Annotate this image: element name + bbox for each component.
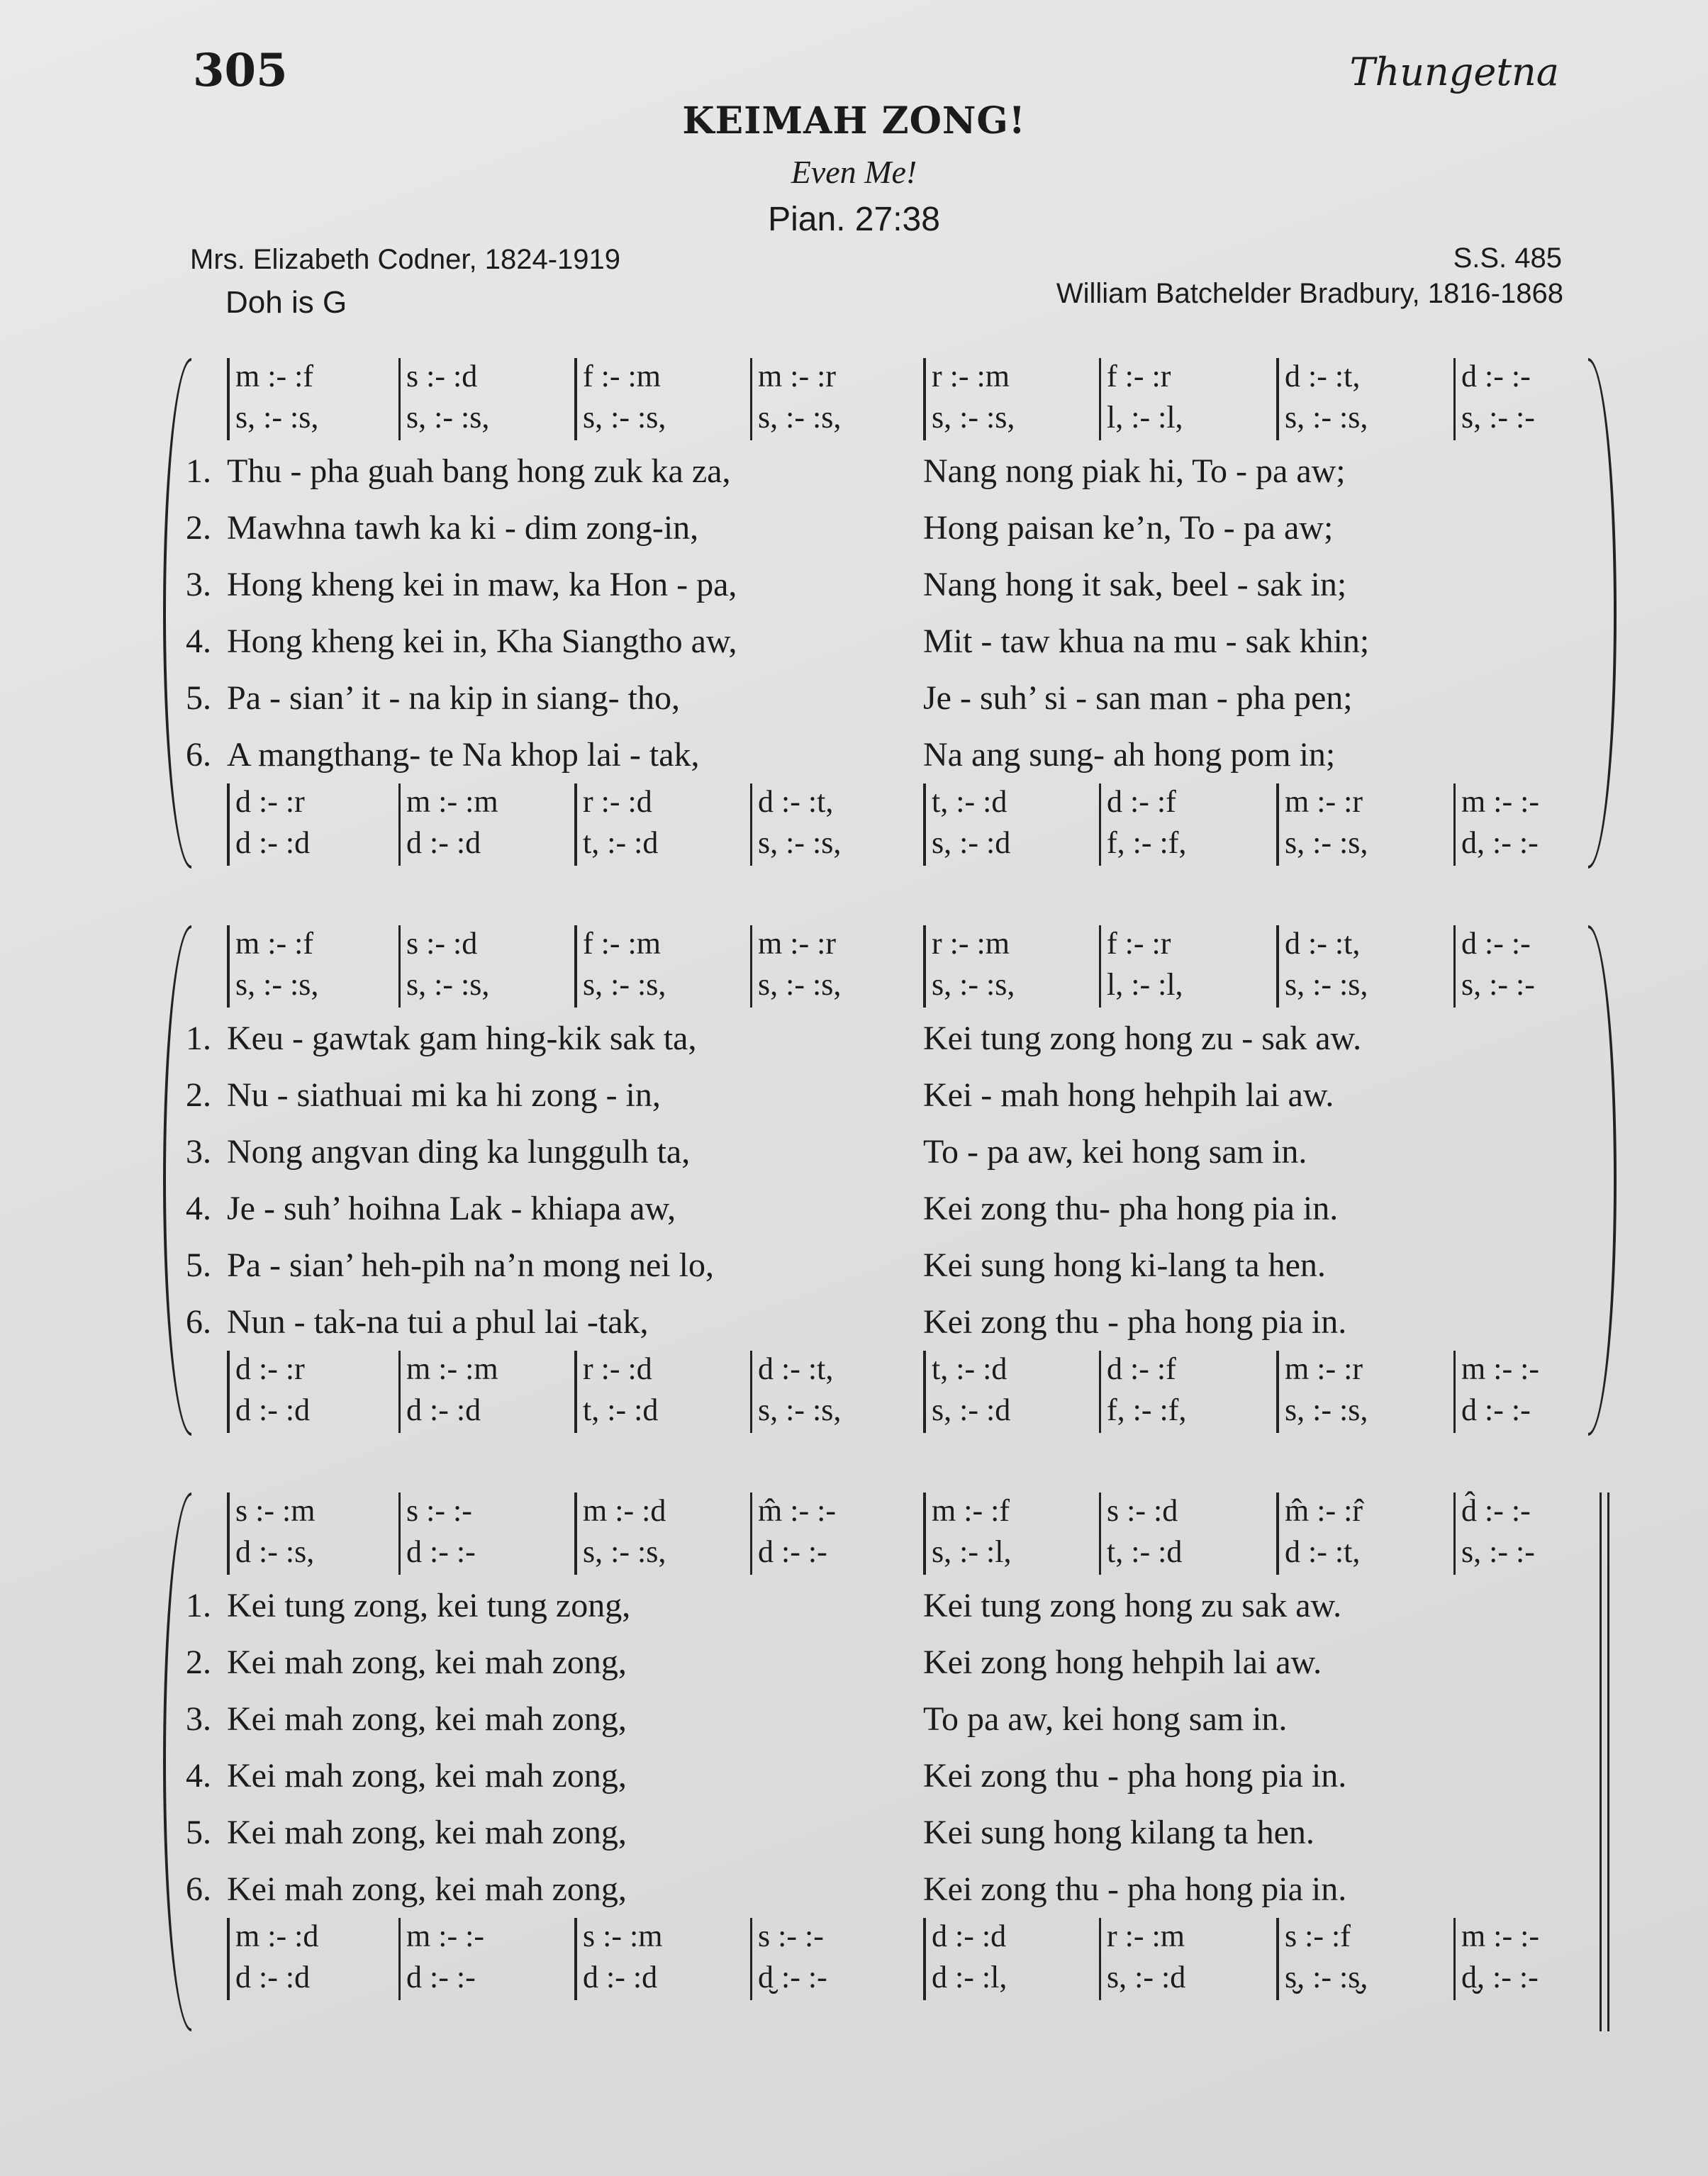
sol-fa-measure: d̮, :- :- <box>1453 1959 1539 2000</box>
verse-text-second-half: Nang nong piak hi, To - pa aw; <box>923 452 1346 490</box>
sol-fa-measure: m :- :r <box>1276 783 1363 825</box>
sol-fa-measure: r :- :m <box>923 358 1010 399</box>
verse-text-first-half: A mangthang- te Na khop lai - tak, <box>227 736 700 774</box>
sol-fa-measure: m :- :f <box>227 925 313 966</box>
sol-fa-measure: d :- :- <box>1453 925 1531 966</box>
sol-fa-measure: s :- :- <box>750 1918 824 1959</box>
sol-fa-measure: s, :- :l, <box>923 1534 1011 1575</box>
lyricist: Mrs. Elizabeth Codner, 1824-1919 <box>190 244 621 275</box>
sol-fa-measure: d :- :- <box>1453 1392 1531 1433</box>
sol-fa-measure: m :- :- <box>1453 783 1539 825</box>
sol-fa-measure: f, :- :f, <box>1099 1392 1186 1433</box>
music-system <box>156 358 1617 869</box>
sol-fa-measure: m :- :m <box>398 1351 498 1392</box>
sol-fa-measure: d̮ :- :- <box>750 1959 827 2000</box>
sol-fa-measure: f :- :m <box>574 358 661 399</box>
sol-fa-measure: d :- :t, <box>1276 358 1360 399</box>
sol-fa-measure: s :- :d <box>1099 1492 1178 1534</box>
sol-fa-measure: m :- :f <box>227 358 313 399</box>
sol-fa-lower-row <box>227 825 1617 866</box>
section-name: Thungetna <box>1349 50 1559 94</box>
sol-fa-measure: s :- :- <box>398 1492 472 1534</box>
sol-fa-measure: d :- :- <box>398 1534 476 1575</box>
sol-fa-measure: r :- :d <box>574 1351 652 1392</box>
sol-fa-measure: s, :- :s, <box>750 1392 841 1433</box>
sol-fa-measure: d :- :d <box>227 825 310 866</box>
sol-fa-upper-row <box>227 1351 1617 1392</box>
sol-fa-measure: s, :- :d <box>923 825 1010 866</box>
sol-fa-lower-row <box>227 399 1617 440</box>
verse-line <box>186 727 1617 783</box>
sol-fa-measure: r :- :d <box>574 783 652 825</box>
sol-fa-measure: d :- :- <box>1453 358 1531 399</box>
verse-text-first-half: Nu - siathuai mi ka hi zong - in, <box>227 1076 661 1114</box>
sol-fa-measure: l, :- :l, <box>1099 966 1183 1008</box>
sol-fa-measure: s, :- :- <box>1453 1534 1535 1575</box>
sol-fa-measure: f :- :r <box>1099 358 1171 399</box>
sol-fa-measure: m :- :m <box>398 783 498 825</box>
verse-text-first-half: Hong kheng kei in, Kha Siangtho aw, <box>227 623 737 660</box>
verse-number: 4. <box>186 1190 211 1227</box>
verse-line <box>186 1691 1617 1748</box>
sol-fa-measure: d :- :- <box>750 1534 827 1575</box>
verse-text-second-half: Kei sung hong kilang ta hen. <box>923 1814 1315 1851</box>
sol-fa-measure: r :- :m <box>1099 1918 1185 1959</box>
verse-block <box>186 443 1617 783</box>
verse-text-first-half: Nun - tak-na tui a phul lai -tak, <box>227 1303 649 1341</box>
verse-line <box>186 1861 1617 1918</box>
sol-fa-measure: f, :- :f, <box>1099 825 1186 866</box>
sol-fa-measure: s :- :m <box>227 1492 315 1534</box>
verse-text-first-half: Kei tung zong, kei tung zong, <box>227 1587 631 1624</box>
verse-number: 3. <box>186 566 211 603</box>
verse-text-first-half: Thu - pha guah bang hong zuk ka za, <box>227 452 731 490</box>
sol-fa-measure: s, :- :s, <box>1276 399 1368 440</box>
verse-line <box>186 1010 1617 1067</box>
sol-fa-measure: t, :- :d <box>923 783 1007 825</box>
music-system <box>156 1492 1617 2031</box>
sol-fa-measure: d :- :t, <box>1276 1534 1360 1575</box>
verse-line <box>186 1578 1617 1634</box>
sol-fa-lower-row <box>227 1959 1617 2000</box>
sol-fa-lower-row <box>227 1534 1617 1575</box>
sol-fa-measure: m̂ :- :r̂ <box>1276 1492 1363 1534</box>
verse-text-second-half: Hong paisan ke’n, To - pa aw; <box>923 509 1334 547</box>
verse-text-first-half: Keu - gawtak gam hing-kik sak ta, <box>227 1020 697 1057</box>
verse-line <box>186 1748 1617 1804</box>
sol-fa-measure: s, :- :s, <box>398 399 489 440</box>
verse-number: 2. <box>186 1076 211 1114</box>
sol-fa-measure: f :- :m <box>574 925 661 966</box>
verse-number: 4. <box>186 623 211 660</box>
verse-line <box>186 443 1617 500</box>
sol-fa-measure: s, :- :- <box>1453 966 1535 1008</box>
verse-number: 6. <box>186 1303 211 1341</box>
sol-fa-measure: m :- :r <box>1276 1351 1363 1392</box>
verse-text-second-half: Kei zong thu - pha hong pia in. <box>923 1870 1347 1908</box>
verse-text-first-half: Kei mah zong, kei mah zong, <box>227 1757 627 1795</box>
verse-text-second-half: Kei tung zong hong zu sak aw. <box>923 1587 1342 1624</box>
verse-text-second-half: Nang hong it sak, beel - sak in; <box>923 566 1347 603</box>
verse-line <box>186 1634 1617 1691</box>
sol-fa-measure: s :- :m <box>574 1918 662 1959</box>
sol-fa-upper-row <box>227 1918 1617 1959</box>
verse-number: 1. <box>186 1020 211 1057</box>
verse-line <box>186 557 1617 613</box>
verse-text-second-half: Je - suh’ si - san man - pha pen; <box>923 679 1353 717</box>
sol-fa-measure: d :- :s, <box>227 1534 314 1575</box>
verse-text-first-half: Mawhna tawh ka ki - dim zong-in, <box>227 509 699 547</box>
sol-fa-upper-block <box>227 925 1617 1010</box>
sol-fa-upper-block <box>227 1492 1617 1578</box>
sol-fa-lower-row <box>227 966 1617 1008</box>
sol-fa-upper-row <box>227 925 1617 966</box>
verse-number: 6. <box>186 1870 211 1908</box>
verse-text-second-half: Kei tung zong hong zu - sak aw. <box>923 1020 1362 1057</box>
sol-fa-measure: d :- :d <box>574 1959 657 2000</box>
sol-fa-measure: t, :- :d <box>574 1392 658 1433</box>
verse-text-first-half: Hong kheng kei in maw, ka Hon - pa, <box>227 566 737 603</box>
sol-fa-upper-row <box>227 1492 1617 1534</box>
sol-fa-measure: d :- :d <box>227 1392 310 1433</box>
verse-text-second-half: Kei zong thu - pha hong pia in. <box>923 1757 1347 1795</box>
sol-fa-measure: s, :- :s, <box>574 399 666 440</box>
sol-fa-measure: d :- :t, <box>750 1351 833 1392</box>
sol-fa-measure: m :- :r <box>750 358 836 399</box>
sol-fa-measure: d :- :d <box>923 1918 1006 1959</box>
verse-line <box>186 670 1617 727</box>
music-system <box>156 925 1617 1436</box>
sol-fa-measure: d :- :f <box>1099 1351 1176 1392</box>
verse-line <box>186 613 1617 670</box>
verse-line <box>186 1294 1617 1351</box>
verse-text-second-half: Kei zong thu- pha hong pia in. <box>923 1190 1339 1227</box>
sol-fa-measure: m :- :- <box>1453 1918 1539 1959</box>
sol-fa-measure: m :- :d <box>227 1918 318 1959</box>
hymnal-reference: S.S. 485 <box>1453 242 1562 274</box>
sol-fa-measure: l, :- :l, <box>1099 399 1183 440</box>
verse-line <box>186 1067 1617 1124</box>
page-number: 305 <box>193 44 288 97</box>
sol-fa-measure: d̂ :- :- <box>1453 1492 1531 1534</box>
verse-text-second-half: Kei - mah hong hehpih lai aw. <box>923 1076 1334 1114</box>
key-signature: Doh is G <box>225 285 347 320</box>
verse-number: 1. <box>186 1587 211 1624</box>
sol-fa-upper-row <box>227 783 1617 825</box>
sol-fa-measure: s, :- :s, <box>923 399 1015 440</box>
sol-fa-measure: s, :- :s, <box>398 966 489 1008</box>
verse-text-second-half: To pa aw, kei hong sam in. <box>923 1700 1288 1738</box>
sol-fa-measure: s, :- :s, <box>574 1534 666 1575</box>
verse-text-second-half: Kei zong hong hehpih lai aw. <box>923 1644 1322 1681</box>
sol-fa-measure: d :- :r <box>227 783 305 825</box>
sol-fa-measure: m :- :d <box>574 1492 666 1534</box>
hymn-subtitle: Even Me! <box>791 154 917 190</box>
verse-text-second-half: Na ang sung- ah hong pom in; <box>923 736 1336 774</box>
sol-fa-measure: f :- :r <box>1099 925 1171 966</box>
verse-line <box>186 1181 1617 1237</box>
sol-fa-measure: s, :- :s, <box>227 966 318 1008</box>
verse-block <box>186 1010 1617 1351</box>
sol-fa-measure: m :- :f <box>923 1492 1010 1534</box>
sol-fa-measure: s, :- :s, <box>1276 825 1368 866</box>
sol-fa-lower-row <box>227 1392 1617 1433</box>
hymn-title: KEIMAH ZONG! <box>682 99 1026 143</box>
sol-fa-measure: d :- :d <box>227 1959 310 2000</box>
sol-fa-upper-row <box>227 358 1617 399</box>
sol-fa-upper-block <box>227 358 1617 443</box>
verse-text-second-half: Kei zong thu - pha hong pia in. <box>923 1303 1347 1341</box>
verse-text-first-half: Kei mah zong, kei mah zong, <box>227 1870 627 1908</box>
scripture-reference: Pian. 27:38 <box>768 201 940 238</box>
verse-text-first-half: Kei mah zong, kei mah zong, <box>227 1644 627 1681</box>
verse-text-first-half: Pa - sian’ it - na kip in siang- tho, <box>227 679 680 717</box>
verse-text-first-half: Kei mah zong, kei mah zong, <box>227 1814 627 1851</box>
sol-fa-measure: s :- :d <box>398 925 477 966</box>
sol-fa-lower-block <box>227 1351 1617 1436</box>
verse-number: 2. <box>186 509 211 547</box>
verse-number: 3. <box>186 1133 211 1171</box>
sol-fa-measure: d :- :t, <box>750 783 833 825</box>
verse-number: 5. <box>186 679 211 717</box>
verse-number: 5. <box>186 1246 211 1284</box>
sol-fa-measure: s, :- :s, <box>750 966 841 1008</box>
sol-fa-measure: d :- :d <box>398 1392 481 1433</box>
verse-number: 4. <box>186 1757 211 1795</box>
verse-number: 5. <box>186 1814 211 1851</box>
sol-fa-lower-block <box>227 783 1617 869</box>
sol-fa-measure: s, :- :d <box>923 1392 1010 1433</box>
sol-fa-measure: d :- :l, <box>923 1959 1007 2000</box>
sol-fa-measure: t, :- :d <box>1099 1534 1182 1575</box>
sol-fa-measure: r :- :m <box>923 925 1010 966</box>
verse-line <box>186 1237 1617 1294</box>
verse-text-first-half: Nong angvan ding ka lunggulh ta, <box>227 1133 691 1171</box>
sol-fa-measure: d :- :t, <box>1276 925 1360 966</box>
verse-text-first-half: Kei mah zong, kei mah zong, <box>227 1700 627 1738</box>
sol-fa-measure: d :- :d <box>398 825 481 866</box>
verse-text-second-half: Mit - taw khua na mu - sak khin; <box>923 623 1370 660</box>
sol-fa-measure: d :- :f <box>1099 783 1176 825</box>
sol-fa-measure: s̮, :- :s̮, <box>1276 1959 1368 2000</box>
verse-block <box>186 1578 1617 1918</box>
sol-fa-measure: d :- :- <box>398 1959 476 2000</box>
verse-number: 1. <box>186 452 211 490</box>
verse-text-second-half: Kei sung hong ki-lang ta hen. <box>923 1246 1326 1284</box>
sol-fa-measure: d, :- :- <box>1453 825 1539 866</box>
verse-line <box>186 1804 1617 1861</box>
composer: William Batchelder Bradbury, 1816-1868 <box>1056 278 1563 309</box>
sol-fa-measure: t, :- :d <box>923 1351 1007 1392</box>
sol-fa-measure: m :- :r <box>750 925 836 966</box>
sol-fa-measure: t, :- :d <box>574 825 658 866</box>
sol-fa-measure: s, :- :s, <box>574 966 666 1008</box>
sol-fa-measure: s :- :d <box>398 358 477 399</box>
verse-text-first-half: Pa - sian’ heh-pih na’n mong nei lo, <box>227 1246 714 1284</box>
sol-fa-measure: s, :- :s, <box>227 399 318 440</box>
verse-line <box>186 500 1617 557</box>
verse-number: 2. <box>186 1644 211 1681</box>
verse-number: 6. <box>186 736 211 774</box>
sol-fa-measure: s, :- :s, <box>1276 966 1368 1008</box>
sol-fa-measure: d :- :r <box>227 1351 305 1392</box>
verse-text-second-half: To - pa aw, kei hong sam in. <box>923 1133 1307 1171</box>
sol-fa-measure: m :- :- <box>1453 1351 1539 1392</box>
sol-fa-measure: s, :- :- <box>1453 399 1535 440</box>
sol-fa-measure: s, :- :s, <box>750 399 841 440</box>
verse-number: 3. <box>186 1700 211 1738</box>
verse-line <box>186 1124 1617 1181</box>
sol-fa-measure: s, :- :s, <box>923 966 1015 1008</box>
sol-fa-measure: m̂ :- :- <box>750 1492 836 1534</box>
sol-fa-measure: s, :- :s, <box>1276 1392 1368 1433</box>
sol-fa-lower-block <box>227 1918 1617 2003</box>
sol-fa-measure: s, :- :s, <box>750 825 841 866</box>
verse-text-first-half: Je - suh’ hoihna Lak - khiapa aw, <box>227 1190 676 1227</box>
sol-fa-measure: s :- :f <box>1276 1918 1351 1959</box>
sol-fa-measure: s, :- :d <box>1099 1959 1185 2000</box>
sol-fa-measure: m :- :- <box>398 1918 484 1959</box>
